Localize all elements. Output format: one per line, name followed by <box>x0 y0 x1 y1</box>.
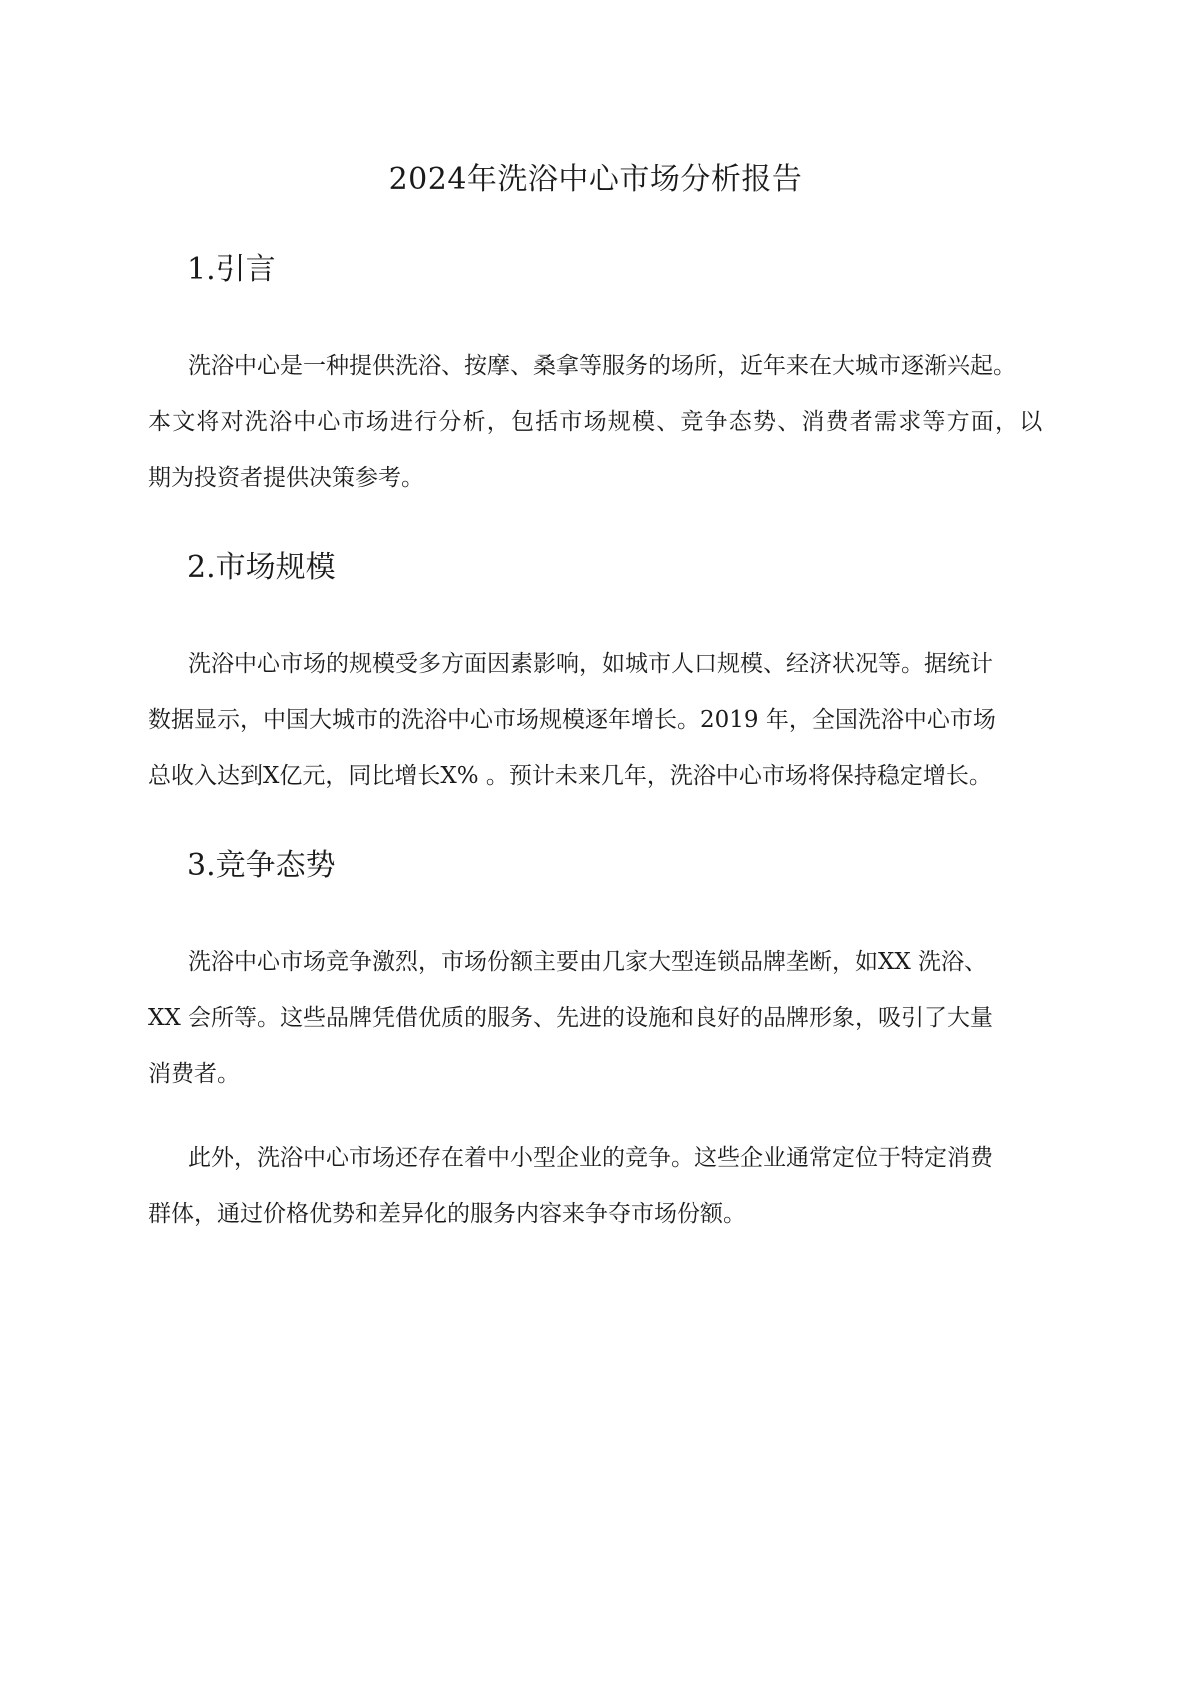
paragraph-competition <box>148 934 1048 1102</box>
paragraph-market-size <box>148 636 1048 804</box>
section-heading-introduction: 1.引言 <box>187 252 276 287</box>
paragraph-competition-smes <box>148 1130 1048 1242</box>
paragraph-line: 洗浴中心市场竞争激烈，市场份额主要由几家大型连锁品牌垄断，如XX 洗浴、 <box>188 949 988 975</box>
paragraph-line: 总收入达到X亿元，同比增长X% 。预计未来几年，洗浴中心市场将保持稳定增长。 <box>148 763 992 789</box>
paragraph-line: 群体，通过价格优势和差异化的服务内容来争夺市场份额。 <box>148 1201 746 1227</box>
paragraph-line: 本文将对洗浴中心市场进行分析，包括市场规模、竞争态势、消费者需求等方面，以 <box>148 409 1044 435</box>
paragraph-line: 消费者。 <box>148 1061 240 1087</box>
document-title: 2024年洗浴中心市场分析报告 <box>388 162 803 197</box>
paragraph-line: 此外，洗浴中心市场还存在着中小型企业的竞争。这些企业通常定位于特定消费 <box>188 1145 993 1171</box>
paragraph-line: 洗浴中心市场的规模受多方面因素影响，如城市人口规模、经济状况等。据统计 <box>188 651 993 677</box>
section-heading-competition: 3.竞争态势 <box>187 848 336 883</box>
paragraph-line: XX 会所等。这些品牌凭借优质的服务、先进的设施和良好的品牌形象，吸引了大量 <box>148 1005 994 1031</box>
section-heading-market-size: 2.市场规模 <box>187 550 336 585</box>
paragraph-line: 数据显示，中国大城市的洗浴中心市场规模逐年增长。2019 年，全国洗浴中心市场 <box>148 707 996 733</box>
paragraph-introduction <box>148 338 1048 506</box>
paragraph-line: 期为投资者提供决策参考。 <box>148 465 424 491</box>
paragraph-line: 洗浴中心是一种提供洗浴、按摩、桑拿等服务的场所，近年来在大城市逐渐兴起。 <box>188 353 1016 379</box>
